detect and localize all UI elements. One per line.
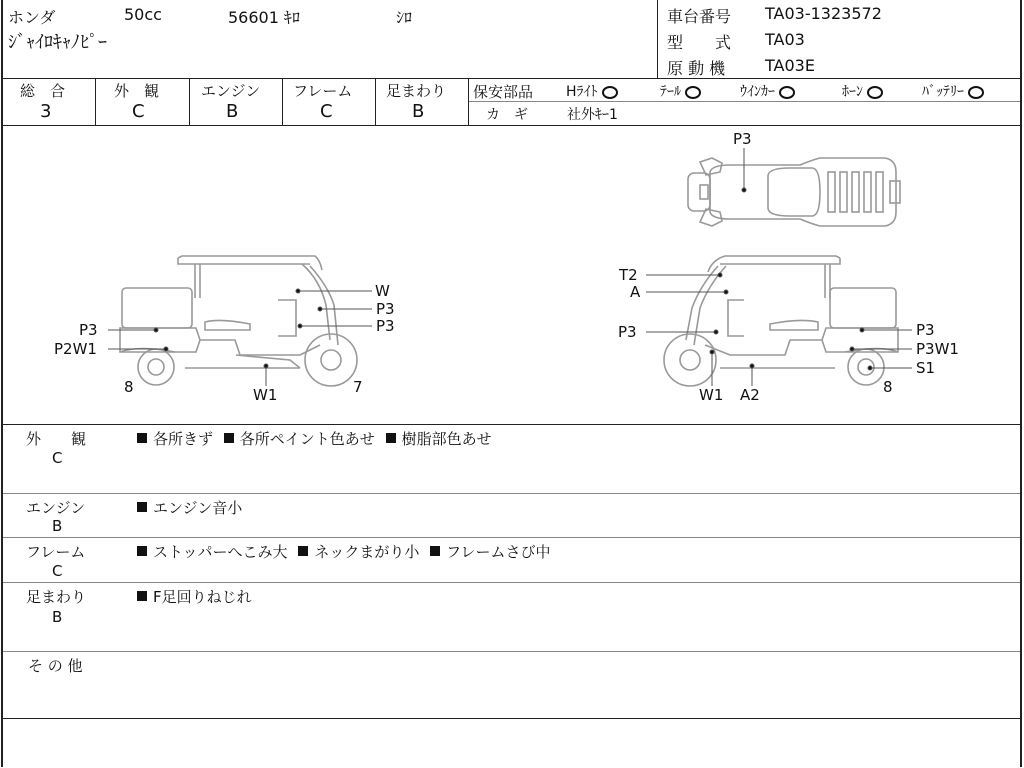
note-grade-engine: B — [52, 517, 63, 535]
safety-title: 保安部品 — [473, 83, 534, 101]
right-label: P3 — [618, 323, 637, 341]
bullet-icon — [137, 502, 147, 512]
grade-label-frame: フレーム — [293, 82, 353, 100]
right-label: P3W1 — [916, 340, 959, 358]
grade-value-frame: C — [320, 101, 333, 122]
note-category-suspension: 足まわり — [26, 588, 87, 606]
note-items-engine: エンジン音小 — [137, 497, 242, 518]
bullet-icon — [137, 591, 147, 601]
left-label: P3 — [376, 317, 395, 335]
grade-value-suspension: B — [412, 101, 425, 122]
note-category-frame: フレーム — [26, 543, 86, 561]
vehicle-left-view — [120, 256, 357, 386]
note-items-exterior: 各所きず 各所ペイント色あせ 樹脂部色あせ — [137, 428, 492, 449]
safety-item-battery: ﾊﾞｯﾃﾘｰ — [922, 81, 984, 101]
key-label: カ ギ — [486, 107, 528, 123]
grade-value-exterior: C — [132, 101, 145, 122]
model-name: ｼﾞｬｲﾛｷｬﾉﾋﾟｰ — [8, 32, 107, 53]
key-value: 社外ｷｰ1 — [567, 107, 618, 123]
bullet-icon — [137, 546, 147, 556]
note-category-other: そ の 他 — [28, 657, 83, 675]
right-label: A2 — [740, 386, 760, 404]
grade-label-overall: 総 合 — [20, 82, 66, 100]
safety-item-tail: ﾃｰﾙ — [660, 81, 701, 101]
safety-item-headlight: Hﾗｲﾄ — [566, 81, 618, 101]
left-label: P3 — [79, 321, 98, 339]
right-label: S1 — [916, 359, 936, 377]
maker: ホンダ — [8, 8, 56, 27]
right-label: 8 — [883, 378, 893, 396]
vehicle-top-view — [688, 158, 900, 226]
grade-value-engine: B — [226, 101, 239, 122]
bullet-icon — [137, 433, 147, 443]
left-label: P3 — [376, 300, 395, 318]
note-category-exterior: 外 観 — [26, 430, 87, 448]
left-label: P2W1 — [54, 340, 97, 358]
note-grade-suspension: B — [52, 608, 63, 626]
bullet-icon — [386, 433, 396, 443]
note-category-engine: エンジン — [26, 499, 86, 517]
type-label: 型 式 — [667, 33, 732, 52]
type-value: TA03 — [765, 30, 805, 49]
grade-value-overall: 3 — [40, 101, 52, 122]
note-items-suspension: F足回りねじれ — [137, 586, 252, 607]
right-label: W1 — [699, 386, 724, 404]
left-label: W1 — [253, 386, 278, 404]
note-grade-exterior: C — [52, 449, 63, 467]
left-label: 8 — [124, 378, 134, 396]
safety-item-horn: ﾎｰﾝ — [842, 81, 883, 101]
note-grade-frame: C — [52, 562, 63, 580]
engine-value: TA03E — [765, 56, 815, 75]
left-label: 7 — [353, 378, 363, 396]
engine-label: 原 動 機 — [667, 59, 726, 78]
bullet-icon — [224, 433, 234, 443]
right-label: P3 — [916, 321, 935, 339]
bullet-icon — [430, 546, 440, 556]
grade-label-exterior: 外 観 — [114, 82, 160, 100]
safety-item-winker: ｳｲﾝｶｰ — [740, 81, 795, 101]
mileage: 56601 ｷﾛ — [228, 8, 300, 27]
bullet-icon — [298, 546, 308, 556]
top-label: P3 — [733, 130, 752, 148]
left-label: W — [375, 282, 390, 300]
grade-label-engine: エンジン — [201, 82, 261, 100]
color: ｼﾛ — [396, 8, 413, 27]
displacement: 50cc — [124, 5, 162, 24]
note-items-frame: ストッパーへこみ大 ネックまがり小 フレームさび中 — [137, 541, 551, 562]
frame-number: TA03-1323572 — [765, 4, 882, 23]
grade-label-suspension: 足まわり — [386, 82, 447, 100]
right-label: T2 — [619, 266, 638, 284]
frame-number-label: 車台番号 — [667, 7, 732, 26]
right-label: A — [630, 283, 641, 301]
